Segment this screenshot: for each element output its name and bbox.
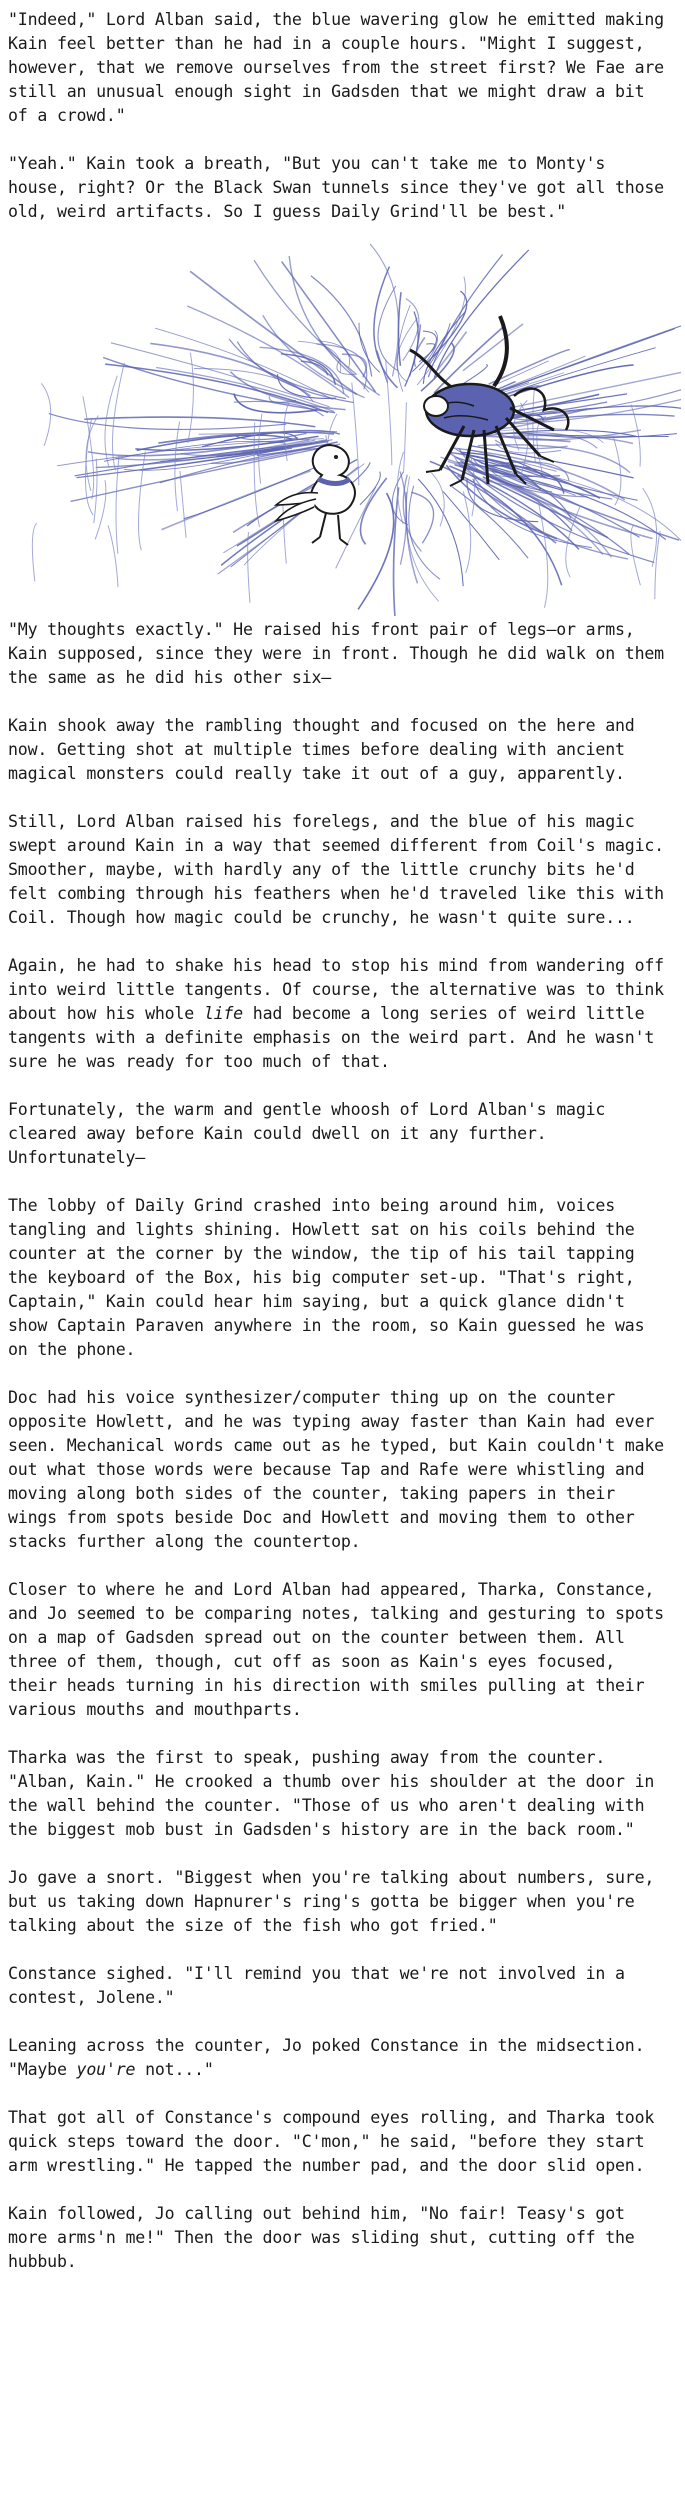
paragraph-text: Leaning across the counter, Jo poked Constance in the midsection. "Maybe	[8, 2036, 645, 2079]
story-paragraph	[8, 2034, 671, 2082]
emphasized-text: you're	[76, 2060, 136, 2079]
story-text-after-illustration	[8, 618, 671, 2274]
paragraph-text: "Indeed," Lord Alban said, the blue wavering glow he emitted making Kain feel better than he had in a couple hours. "Might I suggest, however, that we remove ourselves from the street first? We Fae are still an unusual enough sight in Gadsden that we might draw a bit of a crowd."	[8, 10, 664, 125]
illustration-magic-whirl	[0, 240, 685, 620]
paragraph-text: Tharka was the first to speak, pushing away from the counter. "Alban, Kain." He crooked a thumb over his shoulder at the door in the wall behind the counter. "Those of us who aren't dealing with the biggest mob bust in Gadsden's history are in the back room."	[8, 1748, 655, 1839]
emphasized-text: life	[203, 1004, 243, 1023]
magic-stroke	[112, 363, 124, 470]
story-paragraph	[8, 2106, 671, 2178]
magic-stroke	[32, 523, 36, 581]
magic-stroke	[434, 250, 528, 378]
paragraph-text: Fortunately, the warm and gentle whoosh of Lord Alban's magic cleared away before Kain could dwell on it any further. Unfortunately—	[8, 1100, 606, 1167]
magic-stroke	[289, 256, 380, 395]
paragraph-text: The lobby of Daily Grind crashed into being around him, voices tangling and lights shining. Howlett sat on his coils behind the counter at the corner by the window, the tip of his tail tapping the keyboard of the Box, his big computer set-up. "That's right, Captain," Kain could hear him saying, but a quick glance didn't show Captain Paraven anywhere in the room, so Kain guessed he was on the phone.	[8, 1196, 645, 1359]
story-text-before-illustration	[8, 8, 671, 224]
story-paragraph	[8, 152, 671, 224]
magic-stroke	[360, 472, 380, 505]
paragraph-text: had become a long series of weird little tangents with a definite emphasis on the weird part. And he wasn't sure he was ready for too much of that.	[8, 1004, 655, 1071]
magic-stroke	[352, 383, 359, 486]
paragraph-text: Again, he had to shake his head to stop his mind from wandering off into weird little tangents. Of course, the alternative was to think about how his whole	[8, 956, 664, 1023]
magic-stroke	[463, 324, 523, 371]
kain-bird-figure	[276, 445, 355, 545]
story-paragraph	[8, 2202, 671, 2274]
magic-stroke	[411, 492, 433, 543]
magic-stroke	[187, 306, 349, 398]
magic-stroke	[282, 262, 376, 392]
magic-stroke	[41, 383, 50, 446]
magic-stroke	[84, 417, 315, 427]
story-paragraph	[8, 954, 671, 1074]
paragraph-text: Closer to where he and Lord Alban had appeared, Tharka, Constance, and Jo seemed to be comparing notes, talking and gesturing to spots on a map of Gadsden spread out on the counter between them. All three of them, though, cut off as soon as Kain's eyes focused, their heads turning in his direction with smiles pulling at their various mouths and mouthparts.	[8, 1580, 664, 1719]
paragraph-text: Kain shook away the rambling thought and focused on the here and now. Getting shot at multiple times before dealing with ancient magical monsters could really take it out of a guy, apparently.	[8, 716, 635, 783]
paragraph-text: "Yeah." Kain took a breath, "But you can't take me to Monty's house, right? Or the Black Swan tunnels since they've got all those old, weird artifacts. So I guess Daily Grind'll be best."	[8, 154, 664, 221]
magic-stroke	[418, 479, 463, 586]
paragraph-text: Doc had his voice synthesizer/computer thing up on the counter opposite Howlett, and he was typing away faster than Kain had ever seen. Mechanical words came out as he typed, but Kain couldn't make out what those words were because Tap and Rafe were whistling and moving along both sides of the counter, taking papers in their wings from spots beside Doc and Howlett and moving them to other stacks further along the countertop.	[8, 1388, 664, 1551]
story-paragraph	[8, 1962, 671, 2010]
story-paragraph	[8, 1194, 671, 1362]
magic-stroke	[428, 255, 502, 378]
magic-stroke	[370, 244, 398, 377]
magic-stroke	[116, 455, 119, 553]
magic-stroke	[655, 531, 660, 599]
magic-stroke	[83, 396, 94, 499]
magic-stroke	[49, 414, 286, 430]
story-paragraph	[8, 1578, 671, 1722]
magic-stroke	[94, 459, 97, 524]
story-paragraph	[8, 1098, 671, 1170]
paragraph-text: "My thoughts exactly." He raised his front pair of legs—or arms, Kain supposed, since they were in front. Though he did walk on them the same as he did his other six—	[8, 620, 664, 687]
magic-stroke	[138, 451, 145, 550]
story-paragraph	[8, 1386, 671, 1554]
story-paragraph	[8, 1866, 671, 1938]
magic-stroke	[180, 471, 186, 538]
magic-stroke	[386, 359, 392, 465]
magic-stroke	[360, 478, 386, 544]
magic-scribble-strokes	[32, 244, 681, 616]
story-paragraph	[8, 1746, 671, 1842]
paragraph-text: That got all of Constance's compound eyes rolling, and Tharka took quick steps toward the door. "C'mon," he said, "before they start arm wrestling." He tapped the number pad, and the door slid open.	[8, 2108, 655, 2175]
magic-stroke	[397, 318, 418, 382]
paragraph-text: Jo gave a snort. "Biggest when you're talking about numbers, sure, but us taking down Hapnurer's ring's gotta be bigger when you're talking about the size of the fish who got fried."	[8, 1868, 655, 1935]
magic-stroke	[394, 487, 399, 616]
story-paragraph	[8, 8, 671, 128]
paragraph-text: Constance sighed. "I'll remind you that we're not involved in a contest, Jolene."	[8, 1964, 625, 2007]
paragraph-text: Kain followed, Jo calling out behind him, "No fair! Teasy's got more arms'n me!" Then the door was sliding shut, cutting off the hubbub.	[8, 2204, 635, 2271]
story-paragraph	[8, 810, 671, 930]
magic-stroke	[175, 422, 180, 512]
magic-stroke	[463, 491, 470, 573]
magic-stroke	[404, 402, 407, 473]
story-paragraph	[8, 714, 671, 786]
story-paragraph	[8, 618, 671, 690]
paragraph-text: not..."	[135, 2060, 214, 2079]
paragraph-text: Still, Lord Alban raised his forelegs, and the blue of his magic swept around Kain in a way that seemed different from Coil's magic. Smoother, maybe, with hardly any of the little crunchy bits he'd felt combing through his feathers when he'd traveled like this with Coil. Though how magic could be crunchy, he wasn't quite sure...	[8, 812, 664, 927]
